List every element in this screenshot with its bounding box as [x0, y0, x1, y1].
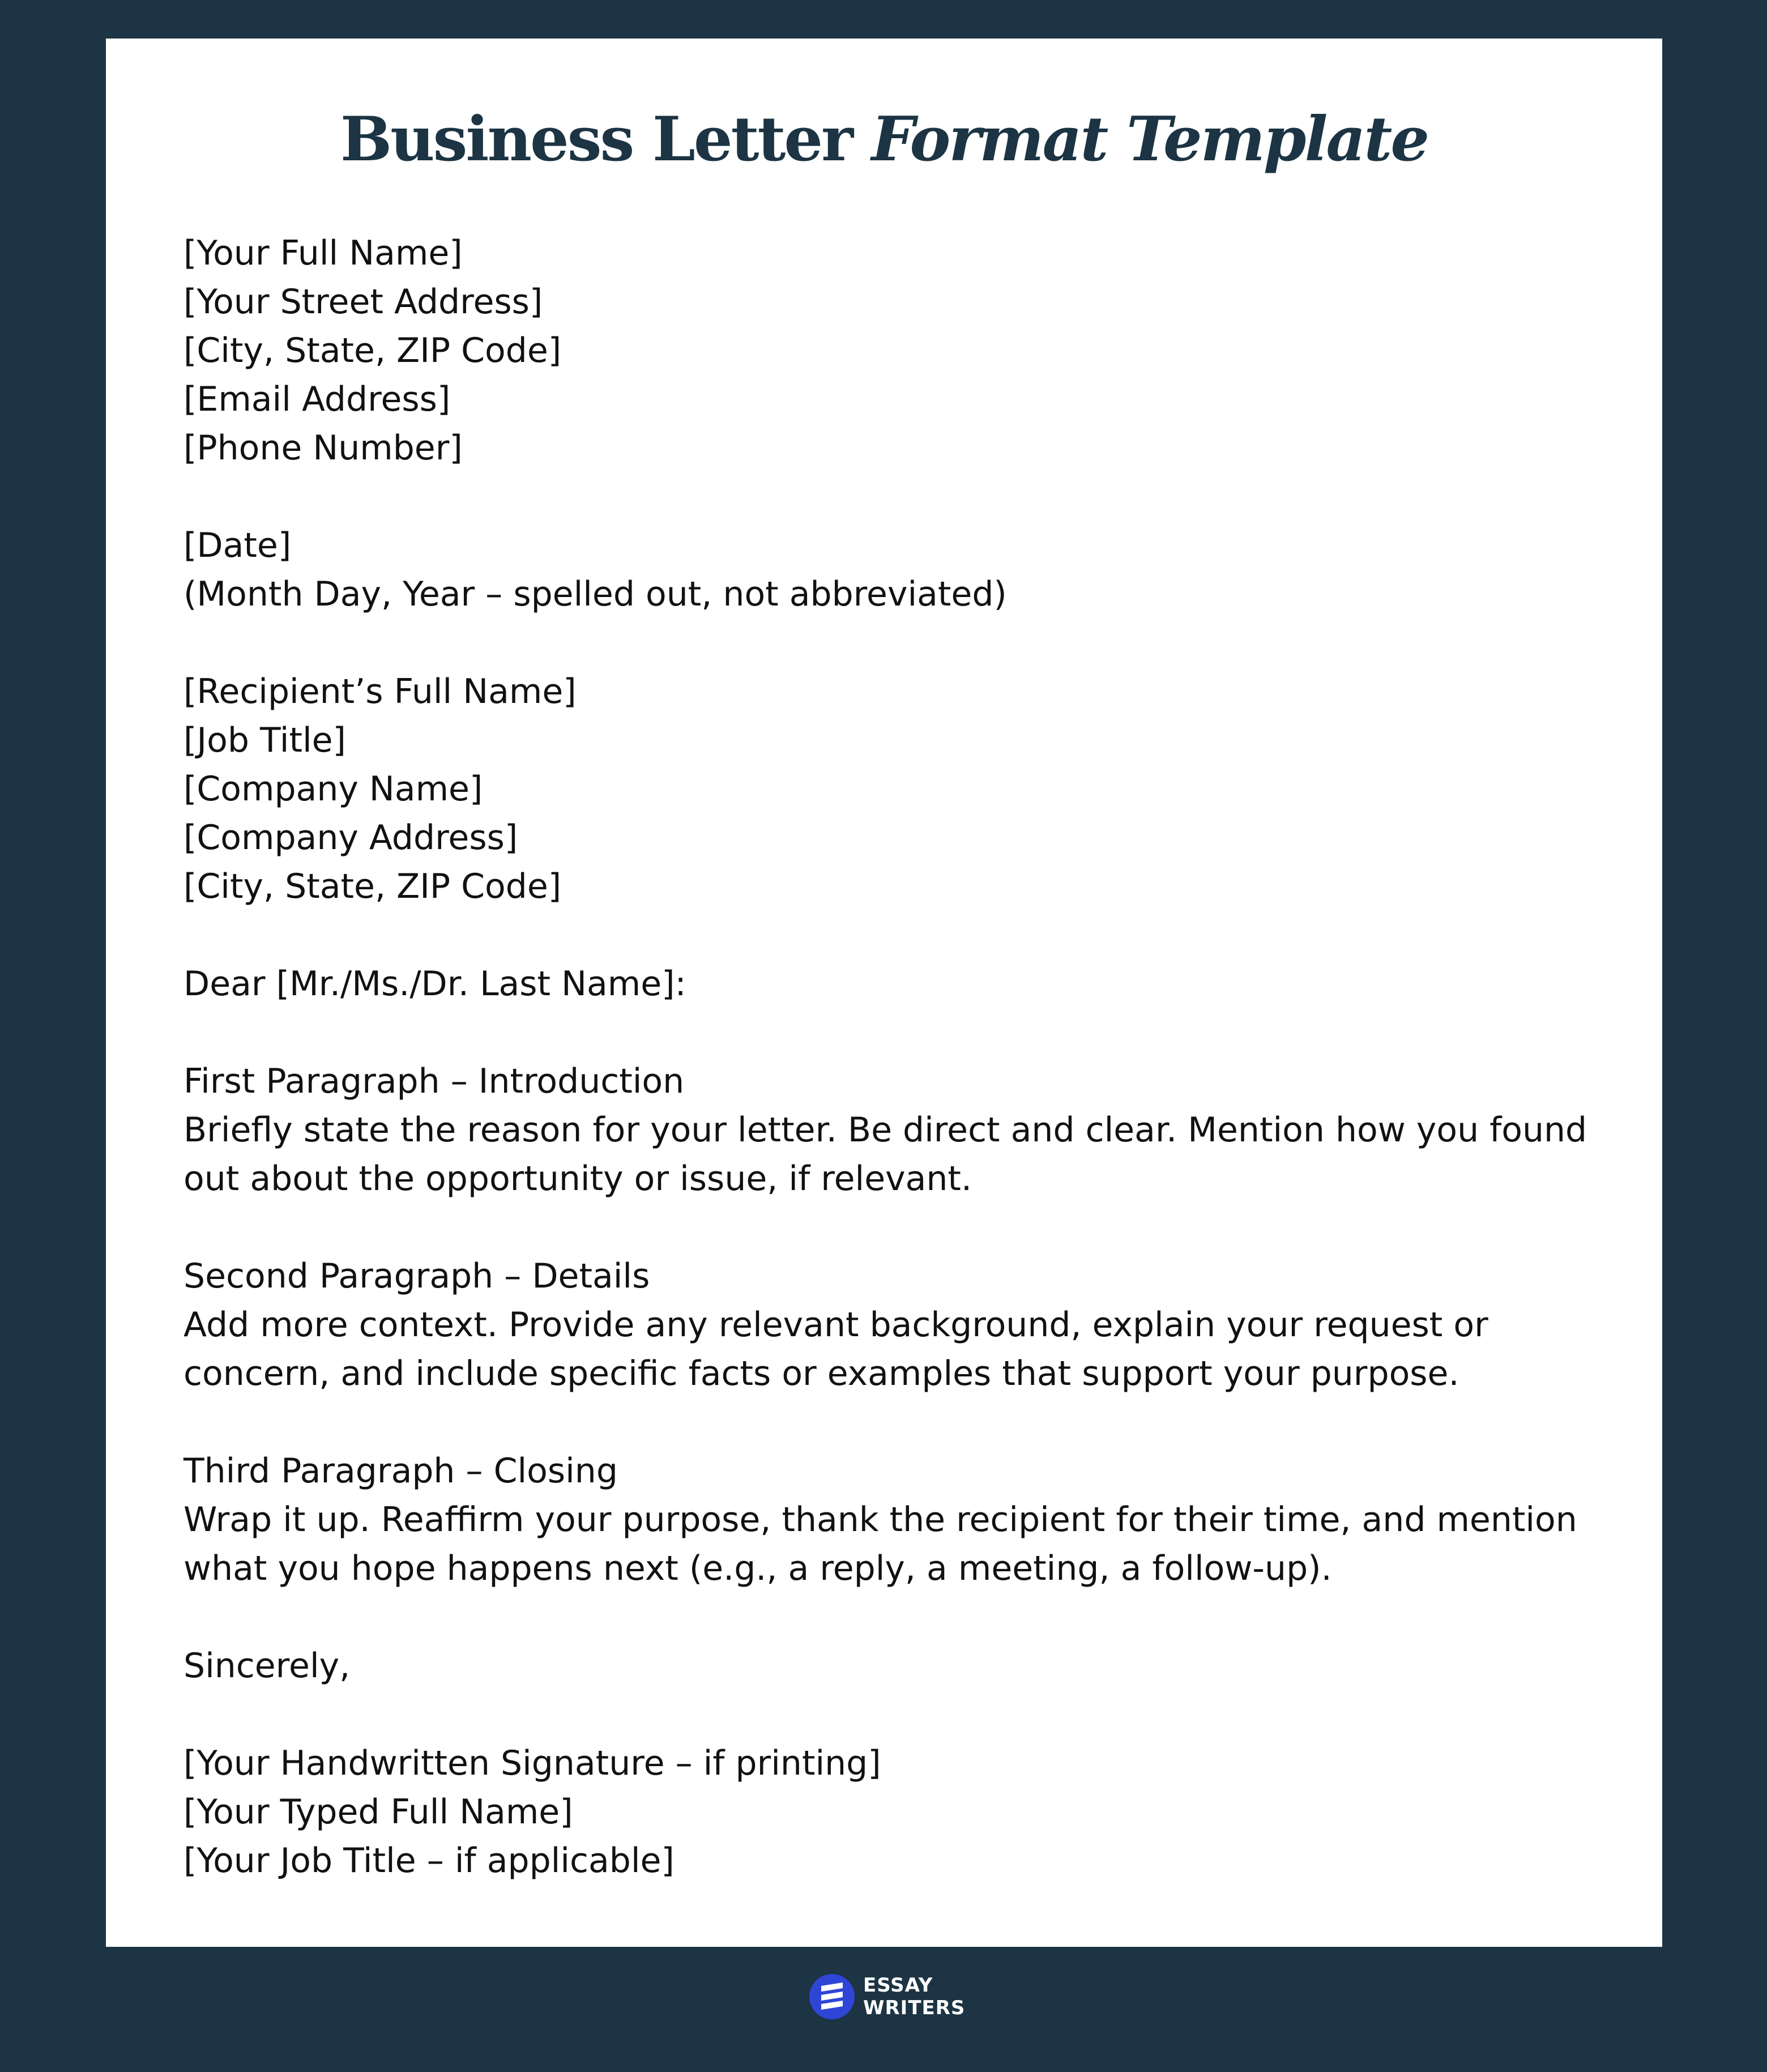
paragraph-3-line-2: what you hope happens next (e.g., a reply, a meeting, a follow-up). — [183, 1549, 1332, 1588]
footer-brand — [809, 1972, 965, 2021]
sender-city: [City, State, ZIP Code] — [183, 331, 562, 370]
essay-writers-logo-icon — [809, 1973, 855, 2020]
title-plain: Business Letter — [340, 104, 852, 175]
date-label: [Date] — [183, 526, 292, 565]
recipient-name: [Recipient’s Full Name] — [183, 672, 577, 711]
date-note: (Month Day, Year – spelled out, not abbreviated) — [183, 574, 1007, 614]
brand-line-2: WRITERS — [863, 1997, 966, 2019]
page-title — [106, 100, 1662, 179]
spacer — [183, 619, 1588, 667]
spacer — [183, 472, 1588, 521]
recipient-city: [City, State, ZIP Code] — [183, 867, 562, 906]
paragraph-2-heading: Second Paragraph – Details — [183, 1256, 650, 1296]
recipient-company: [Company Name] — [183, 769, 483, 809]
brand-name — [863, 1974, 965, 2019]
brand-line-1: ESSAY — [863, 1974, 933, 1997]
signature-typed-name: [Your Typed Full Name] — [183, 1792, 573, 1832]
paragraph-2-line-1: Add more context. Provide any relevant background, explain your request or — [183, 1305, 1488, 1345]
paragraph-2-line-2: concern, and include specific facts or examples that support your purpose. — [183, 1354, 1459, 1393]
spacer — [183, 1690, 1588, 1739]
paragraph-3-line-1: Wrap it up. Reaffirm your purpose, thank the recipient for their time, and mention — [183, 1500, 1577, 1540]
spacer — [183, 1008, 1588, 1057]
letter-body — [183, 229, 1588, 1885]
spacer — [183, 1593, 1588, 1642]
signature-handwritten: [Your Handwritten Signature – if printing] — [183, 1743, 881, 1783]
spacer — [183, 1203, 1588, 1252]
paragraph-1-heading: First Paragraph – Introduction — [183, 1061, 685, 1101]
sender-street: [Your Street Address] — [183, 282, 543, 322]
recipient-address: [Company Address] — [183, 818, 518, 858]
salutation: Dear [Mr./Ms./Dr. Last Name]: — [183, 964, 686, 1004]
paragraph-1-line-2: out about the opportunity or issue, if relevant. — [183, 1159, 972, 1199]
recipient-job-title: [Job Title] — [183, 720, 346, 760]
closing: Sincerely, — [183, 1646, 351, 1686]
sender-name: [Your Full Name] — [183, 233, 463, 273]
paragraph-3-heading: Third Paragraph – Closing — [183, 1451, 618, 1491]
letter-page — [106, 39, 1662, 1947]
signature-job-title: [Your Job Title – if applicable] — [183, 1841, 675, 1881]
title-italic: Format Template — [871, 104, 1428, 175]
spacer — [183, 1398, 1588, 1447]
sender-email: [Email Address] — [183, 380, 451, 419]
paragraph-1-line-1: Briefly state the reason for your letter. Be direct and clear. Mention how you found — [183, 1110, 1587, 1150]
sender-phone: [Phone Number] — [183, 428, 463, 468]
spacer — [183, 911, 1588, 960]
